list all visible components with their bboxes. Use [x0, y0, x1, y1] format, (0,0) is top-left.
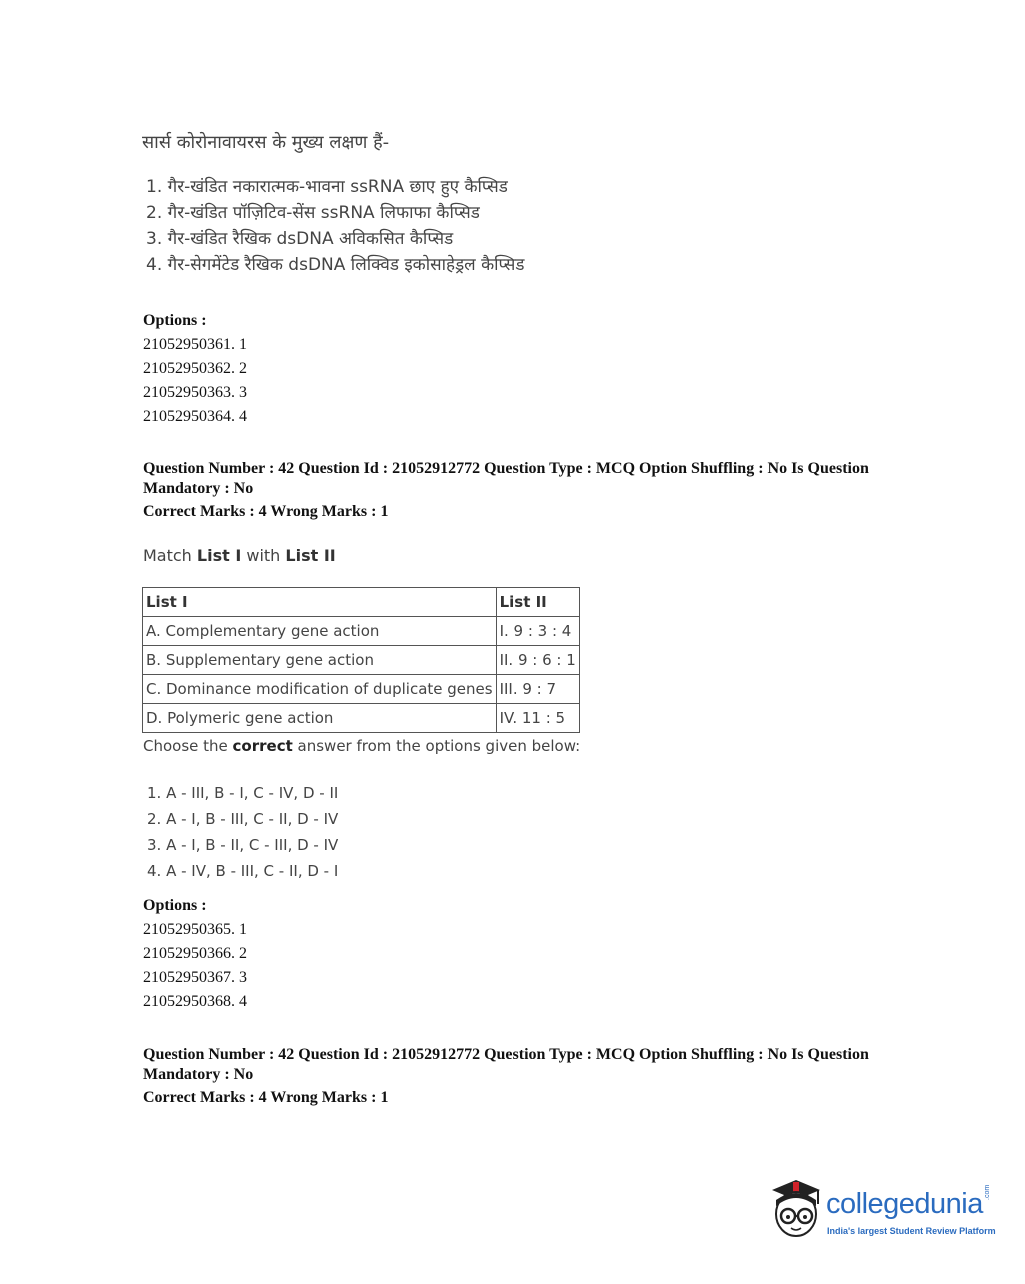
table-row — [143, 704, 580, 733]
question-meta — [143, 459, 883, 522]
table-cell: A. Complementary gene action — [143, 617, 497, 646]
answer-choice: 2. A - I, B - III, C - II, D - IV — [147, 810, 339, 828]
marks-info: Correct Marks : 4 Wrong Marks : 1 — [143, 503, 389, 520]
answer-list — [147, 780, 338, 884]
match-list2: List II — [285, 546, 336, 565]
choose-bold: correct — [232, 737, 293, 755]
answer-choice: 4. A - IV, B - III, C - II, D - I — [147, 862, 339, 880]
hindi-option: 3. गैर-खंडित रैखिक dsDNA अविकसित कैप्सिड — [146, 229, 454, 249]
option-id: 21052950362. 2 — [143, 360, 247, 377]
hindi-option: 1. गैर-खंडित नकारात्मक-भावना ssRNA छाए हुए कैप्सिड — [146, 177, 508, 197]
table-cell: B. Supplementary gene action — [143, 646, 497, 675]
question-info: Question Number : 42 Question Id : 21052912772 Question Type : MCQ Option Shuffling : No Is Question Mandatory : No — [143, 460, 869, 497]
marks-info: Correct Marks : 4 Wrong Marks : 1 — [143, 1089, 389, 1106]
options-block — [143, 309, 247, 429]
answer-choice: 1. A - III, B - I, C - IV, D - II — [147, 784, 339, 802]
match-heading — [143, 546, 336, 565]
choose-prefix: Choose the — [143, 737, 233, 755]
hindi-question-heading: सार्स कोरोनावायरस के मुख्य लक्षण हैं- — [142, 132, 390, 153]
table-header: List I — [143, 588, 497, 617]
option-id: 21052950368. 4 — [143, 993, 247, 1010]
table-cell: IV. 11 : 5 — [496, 704, 579, 733]
option-id: 21052950363. 3 — [143, 384, 247, 401]
table-cell: II. 9 : 6 : 1 — [496, 646, 579, 675]
options-label: Options : — [143, 897, 207, 914]
table-row — [143, 646, 580, 675]
hindi-option-list — [146, 174, 524, 278]
options-label: Options : — [143, 312, 207, 329]
answer-choice: 3. A - I, B - II, C - III, D - IV — [147, 836, 339, 854]
option-id: 21052950366. 2 — [143, 945, 247, 962]
logo-brand-text: collegedunia — [826, 1188, 983, 1220]
options-block — [143, 894, 247, 1014]
table-row — [143, 617, 580, 646]
table-cell: III. 9 : 7 — [496, 675, 579, 704]
option-id: 21052950364. 4 — [143, 408, 247, 425]
logo-com-text: .com — [984, 1184, 991, 1200]
option-id: 21052950367. 3 — [143, 969, 247, 986]
question-meta — [143, 1045, 883, 1108]
table-cell: I. 9 : 3 : 4 — [496, 617, 579, 646]
table-header-row — [143, 588, 580, 617]
table-header: List II — [496, 588, 579, 617]
match-list1: List I — [196, 546, 242, 565]
match-prefix: Match — [143, 546, 197, 565]
hindi-option: 4. गैर-सेगमेंटेड रैखिक dsDNA लिक्विड इकोसाहेड्रल कैप्सिड — [146, 255, 525, 275]
choose-suffix: answer from the options given below: — [292, 737, 581, 755]
table-row — [143, 675, 580, 704]
option-id: 21052950361. 1 — [143, 336, 247, 353]
option-id: 21052950365. 1 — [143, 921, 247, 938]
table-cell: D. Polymeric gene action — [143, 704, 497, 733]
match-table — [142, 587, 580, 733]
question-info: Question Number : 42 Question Id : 21052912772 Question Type : MCQ Option Shuffling : No Is Question Mandatory : No — [143, 1046, 869, 1083]
choose-instruction — [143, 737, 580, 755]
match-mid: with — [241, 546, 286, 565]
logo-tagline: India's largest Student Review Platform — [827, 1226, 996, 1236]
table-cell: C. Dominance modification of duplicate genes — [143, 675, 497, 704]
hindi-option: 2. गैर-खंडित पॉज़िटिव-सेंस ssRNA लिफाफा कैप्सिड — [146, 203, 480, 223]
